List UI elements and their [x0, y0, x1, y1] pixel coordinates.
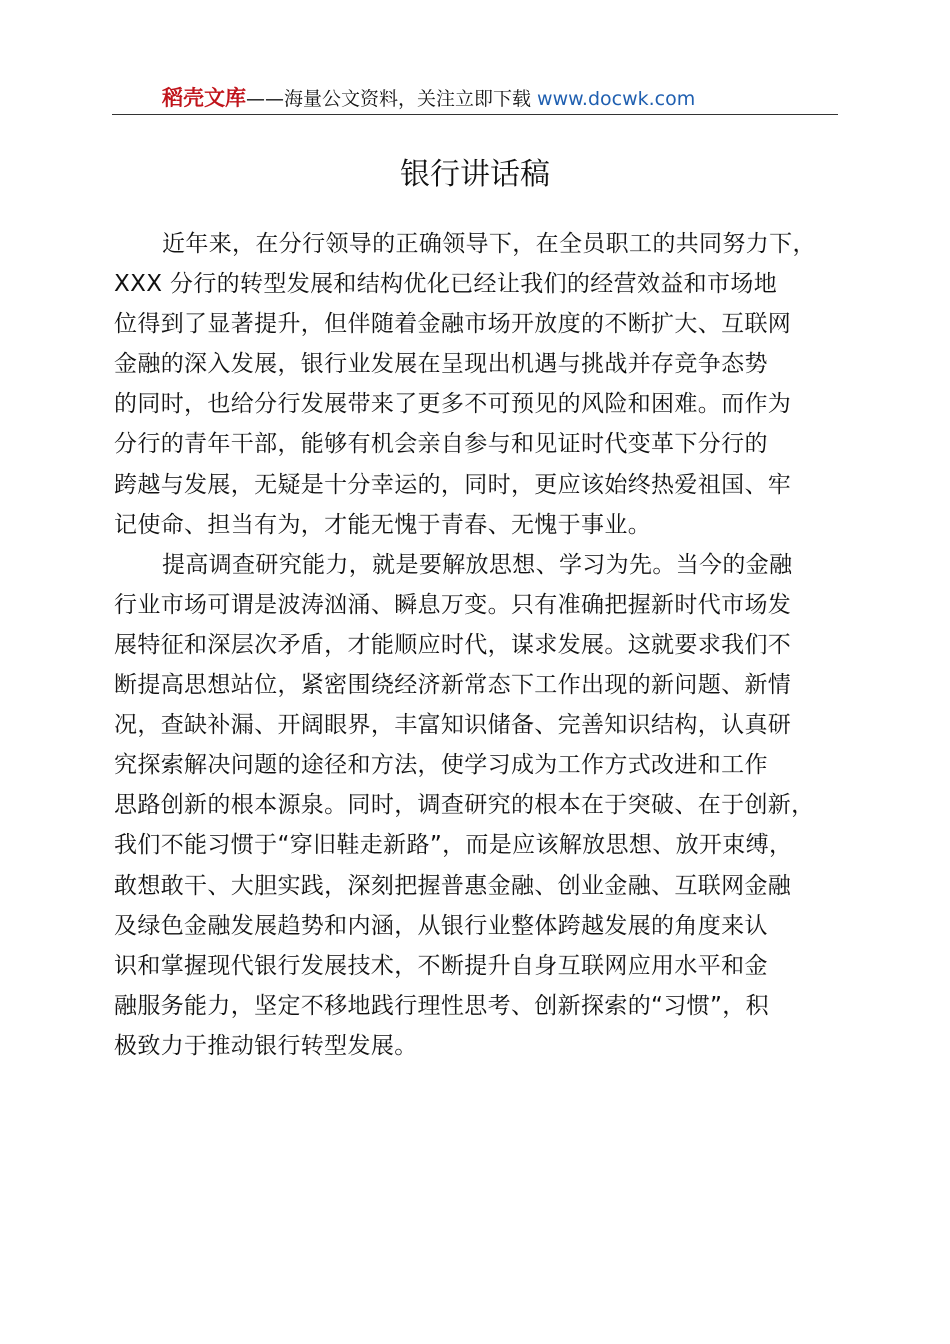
header-divider — [112, 114, 838, 115]
paragraph-line: 行业市场可谓是波涛汹涌、瞬息万变。只有准确把握新时代市场发 — [114, 591, 792, 618]
header-tagline: ——海量公文资料，关注立即下载 — [246, 88, 538, 110]
site-link[interactable]: www.docwk.com — [537, 88, 696, 110]
paragraph-line: 我们不能习惯于“穿旧鞋走新路”，而是应该解放思想、放开束缚， — [114, 832, 793, 859]
page-title: 银行讲话稿 — [400, 157, 550, 192]
brand-name: 稻壳文库 — [162, 86, 246, 110]
paragraph-line: 极致力于推动银行转型发展。 — [114, 1032, 418, 1059]
paragraph-line: 展特征和深层次矛盾，才能顺应时代，谋求发展。这就要求我们不 — [114, 631, 792, 658]
paragraph-line: 位得到了显著提升，但伴随着金融市场开放度的不断扩大、互联网 — [114, 311, 792, 338]
paragraph-line: 融服务能力，坚定不移地践行理性思考、创新探索的“习惯”，积 — [114, 992, 769, 1019]
paragraph-line: 跨越与发展，无疑是十分幸运的，同时，更应该始终热爱祖国、牢 — [114, 471, 792, 498]
paragraph-line: 的同时，也给分行发展带来了更多不可预见的风险和困难。而作为 — [114, 391, 792, 418]
paragraph-line: 识和掌握现代银行发展技术，不断提升自身互联网应用水平和金 — [114, 952, 768, 979]
paragraph-line: 分行的青年干部，能够有机会亲自参与和见证时代变革下分行的 — [114, 431, 768, 458]
paragraph-line: XXX 分行的转型发展和结构优化已经让我们的经营效益和市场地 — [114, 271, 778, 298]
paragraph-line: 提高调查研究能力，就是要解放思想、学习为先。当今的金融 — [162, 551, 793, 578]
paragraph-line: 况，查缺补漏、开阔眼界，丰富知识储备、完善知识结构，认真研 — [114, 712, 792, 739]
paragraph-line: 及绿色金融发展趋势和内涵，从银行业整体跨越发展的角度来认 — [114, 912, 768, 939]
paragraph-line: 究探索解决问题的途径和方法，使学习成为工作方式改进和工作 — [114, 752, 768, 779]
paragraph-line: 断提高思想站位，紧密围绕经济新常态下工作出现的新问题、新情 — [114, 672, 792, 699]
paragraph-line: 敢想敢干、大胆实践，深刻把握普惠金融、创业金融、互联网金融 — [114, 872, 792, 899]
paragraph-line: 记使命、担当有为，才能无愧于青春、无愧于事业。 — [114, 511, 652, 538]
paragraph-line: 近年来，在分行领导的正确领导下，在全员职工的共同努力下， — [162, 231, 816, 257]
paragraph-line: 金融的深入发展，银行业发展在呈现出机遇与挑战并存竞争态势 — [114, 351, 768, 378]
document-header — [162, 84, 695, 113]
document-body — [114, 224, 838, 1066]
paragraph-line: 思路创新的根本源泉。同时，调查研究的根本在于突破、在于创新， — [114, 792, 815, 819]
